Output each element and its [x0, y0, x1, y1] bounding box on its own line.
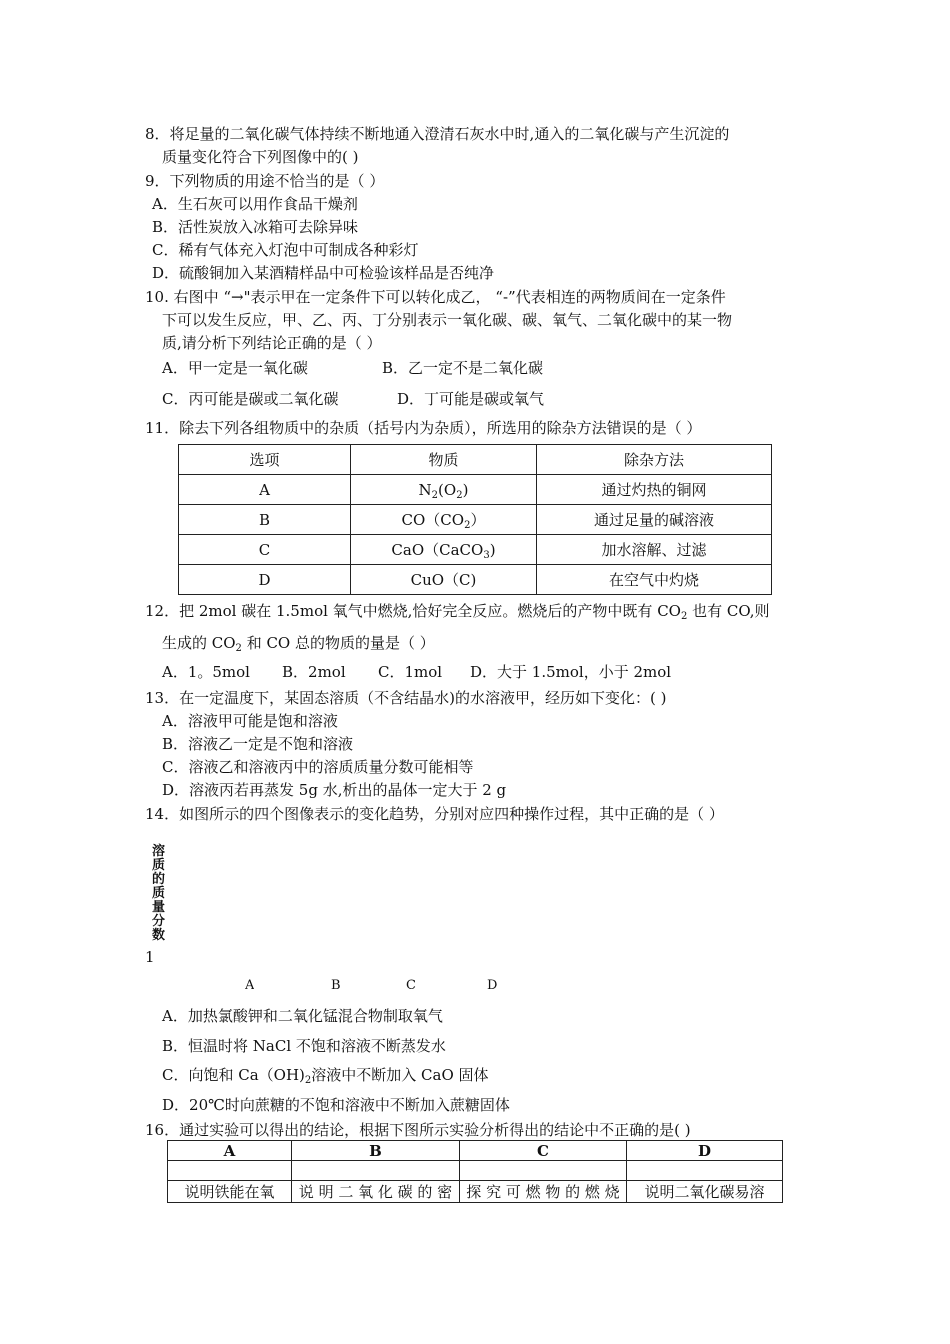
- q10-line1: 10. 右图中 “→"表示甲在一定条件下可以转化成乙， “-”代表相连的两物质间在一定条件: [145, 288, 726, 306]
- q13-option-a: A．溶液甲可能是饱和溶液: [162, 712, 338, 730]
- header-c: C: [460, 1141, 627, 1161]
- graph-label-a: A: [245, 978, 255, 989]
- table-row: [168, 1181, 783, 1203]
- q9-stem: 9．下列物质的用途不恰当的是（ ）: [145, 172, 385, 190]
- q8-line2: 质量变化符合下列图像中的( ): [162, 148, 359, 166]
- q12-line2: 生成的 $CO_2$ 和 CO 总的物质的量是（ ）: [162, 634, 435, 654]
- q8-line1: 8．将足量的二氧化碳气体持续不断地通入澄清石灰水中时,通入的二氧化碳与产生沉淀的: [145, 125, 730, 143]
- header-option: 选项: [179, 445, 351, 475]
- q9-option-a: A．生石灰可以用作食品干燥剂: [152, 195, 358, 213]
- q11-stem: 11．除去下列各组物质中的杂质（括号内为杂质），所选用的除杂方法错误的是（ ）: [145, 419, 702, 437]
- q13-option-d: D．溶液丙若再蒸发 5g 水,析出的晶体一定大于 2 g: [162, 781, 507, 799]
- image-cell-b: [292, 1161, 460, 1181]
- q10-line2: 下可以发生反应，甲、乙、丙、丁分别表示一氧化碳、碳、氧气、二氧化碳中的某一物: [162, 311, 733, 329]
- header-a: A: [168, 1141, 292, 1161]
- image-cell-c: [460, 1161, 627, 1181]
- table-header-row: [179, 445, 772, 475]
- q16-stem: 16．通过实验可以得出的结论，根据下图所示实验分析得出的结论中不正确的是( ): [145, 1121, 691, 1139]
- table-header-row: [168, 1141, 783, 1161]
- row-substance: CaO（CaCO$_3$): [351, 535, 537, 565]
- graph-label-b: B: [331, 978, 341, 989]
- row-method: 通过灼热的铜网: [537, 475, 772, 505]
- table-row: [179, 565, 772, 595]
- q10-option-b: B．乙一定不是二氧化碳: [382, 359, 544, 377]
- conclusion-c: 探 究 可 燃 物 的 燃 烧: [460, 1181, 627, 1203]
- q12-option-c: C．1mol: [378, 663, 443, 681]
- image-cell-d: [627, 1161, 783, 1181]
- q12-option-d: D．大于 1.5mol，小于 2mol: [470, 663, 672, 681]
- graph-tick-label: 1: [145, 948, 155, 966]
- q14-option-a: A．加热氯酸钾和二氧化锰混合物制取氧气: [162, 1007, 443, 1025]
- table-row: [179, 475, 772, 505]
- header-d: D: [627, 1141, 783, 1161]
- graph-label-d: D: [487, 978, 498, 989]
- q10-line3: 质,请分析下列结论正确的是（ ）: [162, 334, 382, 352]
- row-option: D: [179, 565, 351, 595]
- row-method: 通过足量的碱溶液: [537, 505, 772, 535]
- header-substance: 物质: [351, 445, 537, 475]
- q14-option-d: D．20℃时向蔗糖的不饱和溶液中不断加入蔗糖固体: [162, 1096, 510, 1114]
- q13-option-b: B．溶液乙一定是不饱和溶液: [162, 735, 354, 753]
- q12-option-a: A．1。5mol: [162, 663, 250, 681]
- row-option: A: [179, 475, 351, 505]
- row-substance: CuO（C): [351, 565, 537, 595]
- header-b: B: [292, 1141, 460, 1161]
- q10-option-a: A．甲一定是一氧化碳: [162, 359, 308, 377]
- table-row: [179, 505, 772, 535]
- conclusion-b: 说 明 二 氧 化 碳 的 密: [292, 1181, 460, 1203]
- row-method: 加水溶解、过滤: [537, 535, 772, 565]
- q14-option-b: B．恒温时将 NaCl 不饱和溶液不断蒸发水: [162, 1037, 446, 1055]
- row-method: 在空气中灼烧: [537, 565, 772, 595]
- q12-line1: 12．把 2mol 碳在 1.5mol 氧气中燃烧,恰好完全反应。燃烧后的产物中既有 $CO_2$ 也有 CO,则: [145, 602, 770, 622]
- header-method: 除杂方法: [537, 445, 772, 475]
- graph-y-axis-label: 溶质的质量分数: [152, 844, 166, 943]
- q10-option-d: D．丁可能是碳或氧气: [397, 390, 545, 408]
- q9-option-d: D．硫酸铜加入某酒精样品中可检验该样品是否纯净: [152, 264, 495, 282]
- q13-stem: 13．在一定温度下，某固态溶质（不含结晶水)的水溶液甲，经历如下变化：( ): [145, 689, 667, 707]
- row-substance: $CO(CO_2)$: [351, 505, 537, 535]
- q13-option-c: C．溶液乙和溶液丙中的溶质质量分数可能相等: [162, 758, 474, 776]
- row-option: B: [179, 505, 351, 535]
- q11-table: [178, 444, 772, 595]
- row-option: C: [179, 535, 351, 565]
- image-cell-a: [168, 1161, 292, 1181]
- row-substance: $N_2(O_2)$: [351, 475, 537, 505]
- q12-option-b: B．2mol: [282, 663, 346, 681]
- graph-label-c: C: [406, 978, 416, 989]
- conclusion-a: 说明铁能在氧: [168, 1181, 292, 1203]
- table-row: [179, 535, 772, 565]
- table-row: [168, 1161, 783, 1181]
- q9-option-b: B．活性炭放入冰箱可去除异味: [152, 218, 359, 236]
- q9-option-c: C．稀有气体充入灯泡中可制成各种彩灯: [152, 241, 419, 259]
- q10-option-c: C．丙可能是碳或二氧化碳: [162, 390, 339, 408]
- q14-stem: 14．如图所示的四个图像表示的变化趋势，分别对应四种操作过程，其中正确的是（ ）: [145, 805, 724, 823]
- conclusion-d: 说明二氧化碳易溶: [627, 1181, 783, 1203]
- q16-table: [167, 1140, 783, 1203]
- q14-option-c: C．向饱和 $Ca(OH)_2$溶液中不断加入 CaO 固体: [162, 1066, 489, 1086]
